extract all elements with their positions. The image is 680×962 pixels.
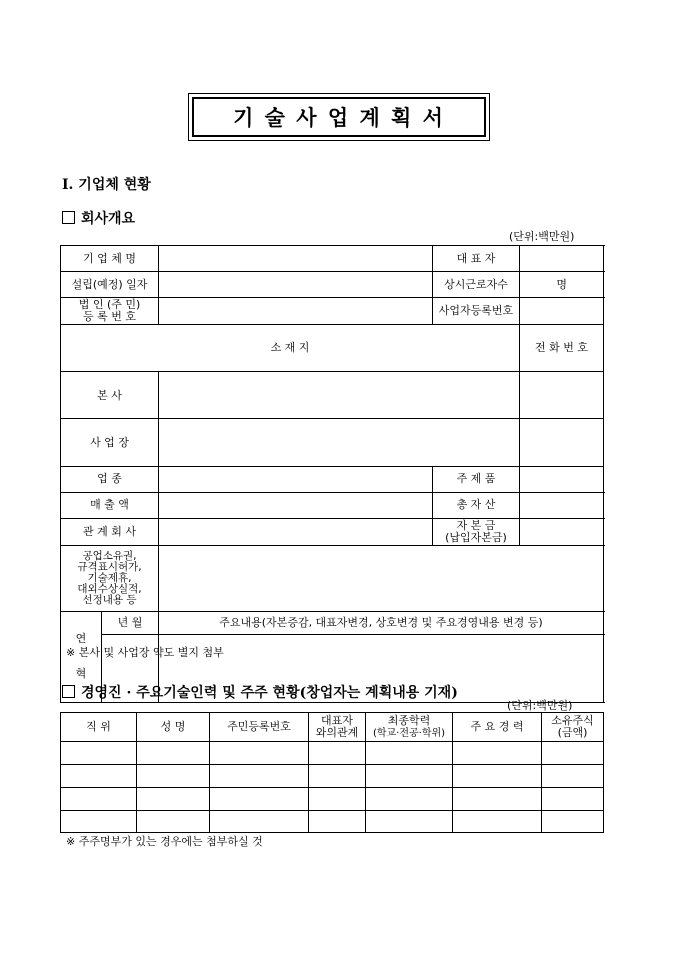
table-row [61,788,604,811]
cell[interactable] [61,742,137,765]
label-address: 소 재 지 [61,325,520,372]
table-row [61,742,604,765]
cell[interactable] [61,765,137,788]
cell[interactable] [137,765,210,788]
cell[interactable] [453,742,542,765]
management-table [60,712,604,833]
label-sales: 매 출 액 [61,492,159,518]
cell[interactable] [309,742,366,765]
document-title-box [188,93,490,141]
label-employees: 상시근로자수 [433,272,520,298]
cell[interactable] [210,788,309,811]
table-row [61,765,604,788]
ip-cell[interactable] [159,545,604,611]
label-ceo: 대 표 자 [433,246,520,272]
cell[interactable] [210,811,309,833]
label-company-name: 기 업 체 명 [61,246,159,272]
label-founded: 설립(예정) 일자 [61,272,159,298]
checkbox-square-icon [62,685,75,698]
hq-phone-cell[interactable] [520,372,604,419]
company-overview-table [60,245,604,703]
site-address-cell[interactable] [159,419,520,466]
label-total-assets: 총 자 산 [433,492,520,518]
document-title: 기 술 사 업 계 획 서 [192,97,486,137]
label-hq: 본 사 [61,372,159,419]
table-row [61,811,604,833]
label-history-date: 년 월 [102,611,159,634]
cell[interactable] [366,811,453,833]
label-industry: 업 종 [61,466,159,492]
header-relation: 대표자 와의관계 [309,713,366,742]
label-site: 사 업 장 [61,419,159,466]
affiliates-cell[interactable] [159,518,433,545]
header-resident-no: 주민등록번호 [210,713,309,742]
cell[interactable] [61,811,137,833]
company-name-cell[interactable] [159,246,433,272]
cell[interactable] [542,765,604,788]
cell[interactable] [453,811,542,833]
unit-label: (단위:백만원) [507,699,573,712]
header-shares: 소유주식 (금액) [542,713,604,742]
company-note: ※ 본사 및 사업장 약도 별지 첨부 [66,646,224,659]
cell[interactable] [309,788,366,811]
hq-address-cell[interactable] [159,372,520,419]
founded-cell[interactable] [159,272,433,298]
header-career: 주 요 경 력 [453,713,542,742]
cell[interactable] [61,788,137,811]
header-position: 직 위 [61,713,137,742]
sales-cell[interactable] [159,492,433,518]
label-biz-reg: 사업자등록번호 [433,298,520,325]
label-history: 연 혁 [61,611,102,702]
cell[interactable] [210,765,309,788]
cell[interactable] [542,788,604,811]
cell[interactable] [453,788,542,811]
biz-reg-cell[interactable] [520,298,604,325]
unit-label: (단위:백만원) [509,230,575,243]
cell[interactable] [137,811,210,833]
total-assets-cell[interactable] [520,492,604,518]
cell[interactable] [137,788,210,811]
cell[interactable] [453,765,542,788]
cell[interactable] [210,742,309,765]
employees-cell[interactable]: 명 [520,272,604,298]
cell[interactable] [309,811,366,833]
cell[interactable] [542,811,604,833]
management-heading: 경영진 · 주요기술인력 및 주주 현황(창업자는 계획내용 기재) [62,682,458,702]
cell[interactable] [309,765,366,788]
cell[interactable] [366,788,453,811]
main-product-cell[interactable] [520,466,604,492]
industry-cell[interactable] [159,466,433,492]
label-ip: 공업소유권, 규격표시허가, 기술제휴, 대외수상실적, 선정내용 등 [61,545,159,611]
label-affiliates: 관 계 회 사 [61,518,159,545]
header-name: 성 명 [137,713,210,742]
cell[interactable] [366,742,453,765]
corp-reg-cell[interactable] [159,298,433,325]
site-phone-cell[interactable] [520,419,604,466]
label-main-product: 주 제 품 [433,466,520,492]
company-overview-heading: 회사개요 [62,208,135,228]
label-capital: 자 본 금 (납입자본금) [433,518,520,545]
capital-cell[interactable] [520,518,604,545]
header-education: 최종학력 (학교·전공·학위) [366,713,453,742]
cell[interactable] [366,765,453,788]
ceo-cell[interactable] [520,246,604,272]
label-history-content: 주요내용(자본증감, 대표자변경, 상호변경 및 주요경영내용 변경 등) [159,611,604,634]
cell[interactable] [542,742,604,765]
management-note: ※ 주주명부가 있는 경우에는 첨부하실 것 [66,835,263,848]
label-phone: 전 화 번 호 [520,325,604,372]
label-corp-reg: 법 인 (주 민) 등 록 번 호 [61,298,159,325]
checkbox-square-icon [62,211,75,224]
cell[interactable] [137,742,210,765]
section-heading: Ⅰ. 기업체 현황 [62,177,151,193]
